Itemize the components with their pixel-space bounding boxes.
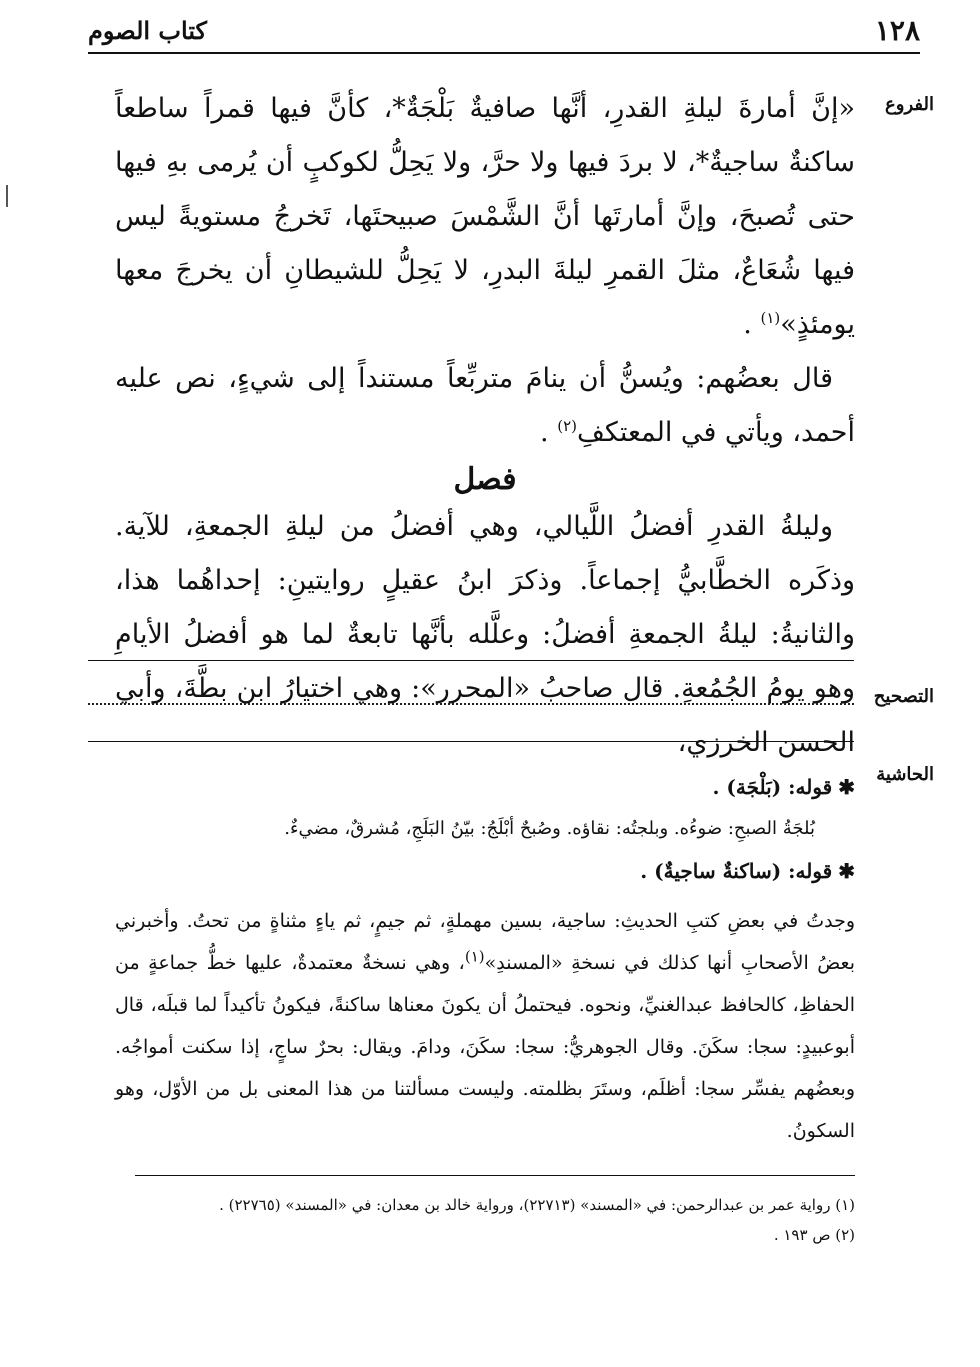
sleep-text: قال بعضُهم: ويُسنُّ أن ينامَ متربِّعاً مستنداً إلى شيءٍ، نص عليه أحمد، ويأتي في المعتكفِ — [115, 363, 855, 448]
section-heading: فصل — [453, 462, 517, 497]
footnotes — [115, 1190, 855, 1250]
footnote-2: (٢) ص ١٩٣ . — [773, 1226, 855, 1244]
hadith-end: . — [743, 309, 761, 340]
hashiya-section — [115, 766, 855, 1152]
qawl-sakina: قوله: (ساكنةٌ ساجيةٌ) . — [640, 859, 833, 883]
asterisk-icon: ✱ — [838, 775, 855, 799]
footnote-1: (١) رواية عمر بن عبدالرحمن: في «المسند» (٢٢٧١٣)، ورواية خالد بن معدان: في «المسند» (٢٢٧٦٥) . — [219, 1196, 855, 1214]
hashiya-commentary — [115, 900, 855, 1152]
sleep-end: . — [540, 417, 558, 448]
footnote-ref-2: (٢) — [557, 417, 577, 435]
main-text — [115, 82, 855, 770]
tashih-dotted-line — [88, 703, 854, 705]
footnote-ref-hashiya: (١) — [464, 947, 485, 966]
header-rule — [88, 52, 920, 54]
tashih-top-rule — [88, 660, 854, 661]
main-paragraph-laylat-al-qadr: وليلةُ القدرِ أفضلُ اللَّيالي، وهي أفضلُ من ليلةِ الجمعةِ، للآية. وذكَره الخطَّابيُّ إجماعاً. وذكرَ ابنُ عقيلٍ روايتينِ: إحداهُما هذا، والثانيةُ: ليلةُ الجمعةِ أفضلُ: وعلَّله بأنَّها تابعةٌ لما هو أفضلُ الأيامِ وهو يومُ الجُمُعةِ. قال صاحبُ «المحرر»: وهي اختيارُ ابن بطَّةَ، وأبي الحسن الخرزي، — [115, 511, 855, 758]
hashiya-entry-heading — [115, 850, 855, 892]
tashih-bottom-rule — [88, 741, 854, 742]
running-title: كتاب الصوم — [88, 16, 207, 45]
margin-mark — [6, 185, 8, 207]
footnote-separator — [135, 1175, 855, 1176]
asterisk-icon: ✱ — [838, 859, 855, 883]
hashiya-entry-heading — [115, 766, 855, 808]
commentary-text-2: ، وهي نسخةٌ معتمدةٌ، عليها خطُّ جماعةٍ من الحفاظِ، كالحافظ عبدالغنيِّ، ونحوه. فيحتملُ أن يكونَ معناها ساكنةً، فيكونُ تأكيداً لما قبلَه، قال أبوعبيدٍ: سجا: سكَنَ. وقال الجوهريُّ: سجا: سكَنَ، ودامَ. ويقال: بحرٌ ساجٍ، إذا سكنت أمواجُه. وبعضُهم يفسِّر سجا: أظلَم، وستَرَ بظلمته. وليست مسألتنا من هذا المعنى بل من الأوّل، وهو السكونُ. — [115, 952, 855, 1142]
margin-label-hashiya: الحاشية — [876, 764, 934, 785]
commentary-text-1: وجدتُ في بعضِ كتبِ الحديثِ: ساجية، بسين مهملةٍ، ثم جيمٍ، ثم ياءٍ مثناةٍ من تحتُ. وأخبرني بعضُ الأصحابِ أنها كذلك في نسخةِ «المسندِ» — [115, 910, 856, 974]
margin-label-furu: الفروع — [885, 94, 934, 115]
page-header — [88, 14, 920, 48]
footnote-ref-1: (١) — [760, 309, 781, 327]
qawl-balja: قوله: (بَلْجَة) . — [712, 775, 833, 799]
margin-label-tashih: التصحيح — [873, 686, 934, 707]
main-paragraph-hadith — [115, 82, 855, 352]
hadith-text: «إنَّ أمارةَ ليلةِ القدرِ، أنَّها صافيةٌ بَلْجَةٌ*، كأنَّ فيها قمراً ساطعاً ساكنةٌ ساجيةٌ*، لا بردَ فيها ولا حرَّ، ولا يَحِلُّ لكوكبٍ أن يُرمى بهِ فيها حتى تُصبحَ، وإنَّ أمارتَها أنَّ الشَّمْسَ صبيحتَها، تَخرجُ مستويةً ليس فيها شُعَاعٌ، مثلَ القمرِ ليلةَ البدرِ، لا يَحِلُّ للشيطانِ أن يخرجَ معها يومئذٍ» — [115, 93, 855, 340]
hashiya-gloss-balja: بُلجَةُ الصبحِ: ضوءُه. وبلجتُه: نقاؤه. وصُبحٌ أبْلَجُ: بيّنُ البَلَجِ، مُشرقٌ، مضيءٌ. — [284, 818, 815, 839]
page-number: ١٢٨ — [874, 14, 920, 47]
main-paragraph-sleep — [115, 352, 855, 460]
